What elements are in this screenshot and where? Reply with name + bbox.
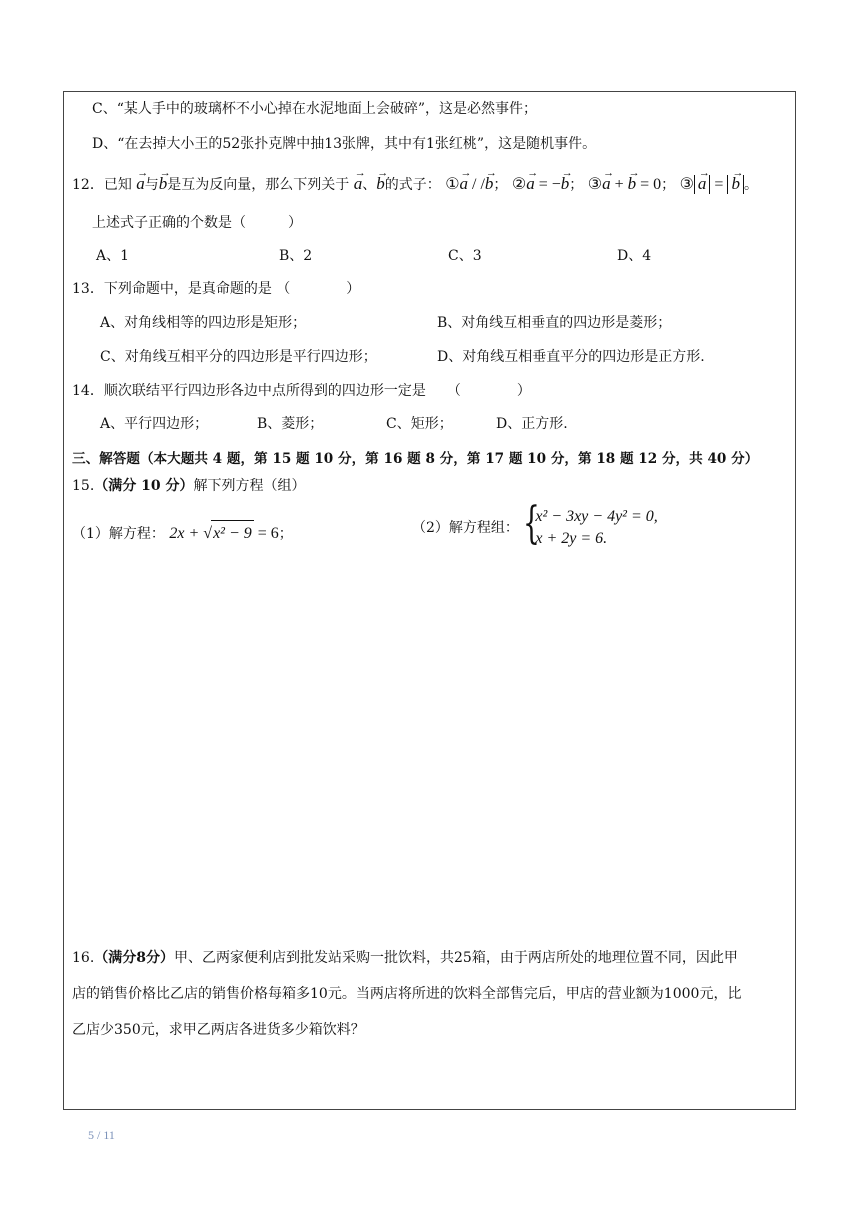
q15-part-1: （1）解方程： 2x + √x² − 9 = 6； [72,520,293,547]
q14-option-d: D、正方形. [496,416,568,432]
formula-4: ③→ a = → b [680,176,744,193]
vector-b: → b [159,172,168,196]
q13-option-c: C、对角线互相平分的四边形是平行四边形； [100,349,377,365]
system-eq-2: x + 2y = 6. [535,530,608,547]
q12-option-c: C、3 [448,248,482,264]
q12-option-d: D、4 [617,248,652,264]
q14-option-b: B、菱形； [257,416,324,432]
formula-3: ③→ a + → b = 0 [588,176,661,193]
q16-line-2: 店的销售价格比乙店的销售价格每箱多10元。当两店将所进的饮料全部售完后，甲店的营业额为1000元，比 [72,986,742,1002]
q11-option-c: C、“某人手中的玻璃杯不小心掉在水泥地面上会破碎”，这是必然事件； [92,101,538,117]
q13-option-a: A、对角线相等的四边形是矩形； [100,315,307,331]
formula-2: ②→ a = −→ b [512,176,569,193]
page-number: 5 / 11 [88,1128,115,1142]
q13-option-d: D、对角线互相垂直平分的四边形是正方形. [437,349,705,365]
q12-option-b: B、2 [279,248,313,264]
q15-part-2: （2）解方程组： { x² − 3xy − 4y² = 0, x + 2y = 6. [412,498,658,549]
section-3-title: 三、解答题（本大题共 4 题，第 15 题 10 分，第 16 题 8 分，第 17 题 10 分，第 18 题 12 分，共 40 分） [72,451,759,467]
q12-option-a: A、1 [96,248,130,264]
q16-line-3: 乙店少350元，求甲乙两店各进货多少箱饮料？ [72,1022,365,1038]
formula-1: ①→ a / /→ b [445,176,493,193]
q11-option-d: D、“在去掉大小王的52张扑克牌中抽13张牌，其中有1张红桃”，这是随机事件。 [92,136,597,152]
system-eq-1: x² − 3xy − 4y² = 0, [535,508,658,525]
q14-stem: 14．顺次联结平行四边形各边中点所得到的四边形一定是 （ ） [72,383,531,399]
vector-a: → a [136,172,145,196]
q12-stem: 12．已知 → a与→ b是互为反向量，那么下列关于 → a、→ b的式子： ①→ a / /→ b； ②→ a = −→ b； ③→ a + → b = 0； ③→ a = → b 。 [72,172,758,197]
q13-stem: 13．下列命题中，是真命题的是 （ ） [72,281,361,297]
equation-system: { x² − 3xy − 4y² = 0, x + 2y = 6. [523,498,658,549]
q15-stem: 15.（满分 10 分）解下列方程（组） [72,478,306,494]
q15-score: （满分 10 分） [94,478,194,494]
q14-option-c: C、矩形； [386,416,453,432]
q12-question: 上述式子正确的个数是（ ） [92,215,302,231]
q16-score: （满分8分） [94,950,175,966]
radicand: x² − 9 [211,520,254,547]
q14-option-a: A、平行四边形； [100,416,209,432]
q16-line-1: 16.（满分8分）甲、乙两家便利店到批发站采购一批饮料，共25箱，由于两店所处的地理位置不同，因此甲 [72,950,738,966]
q13-option-b: B、对角线互相垂直的四边形是菱形； [437,315,672,331]
